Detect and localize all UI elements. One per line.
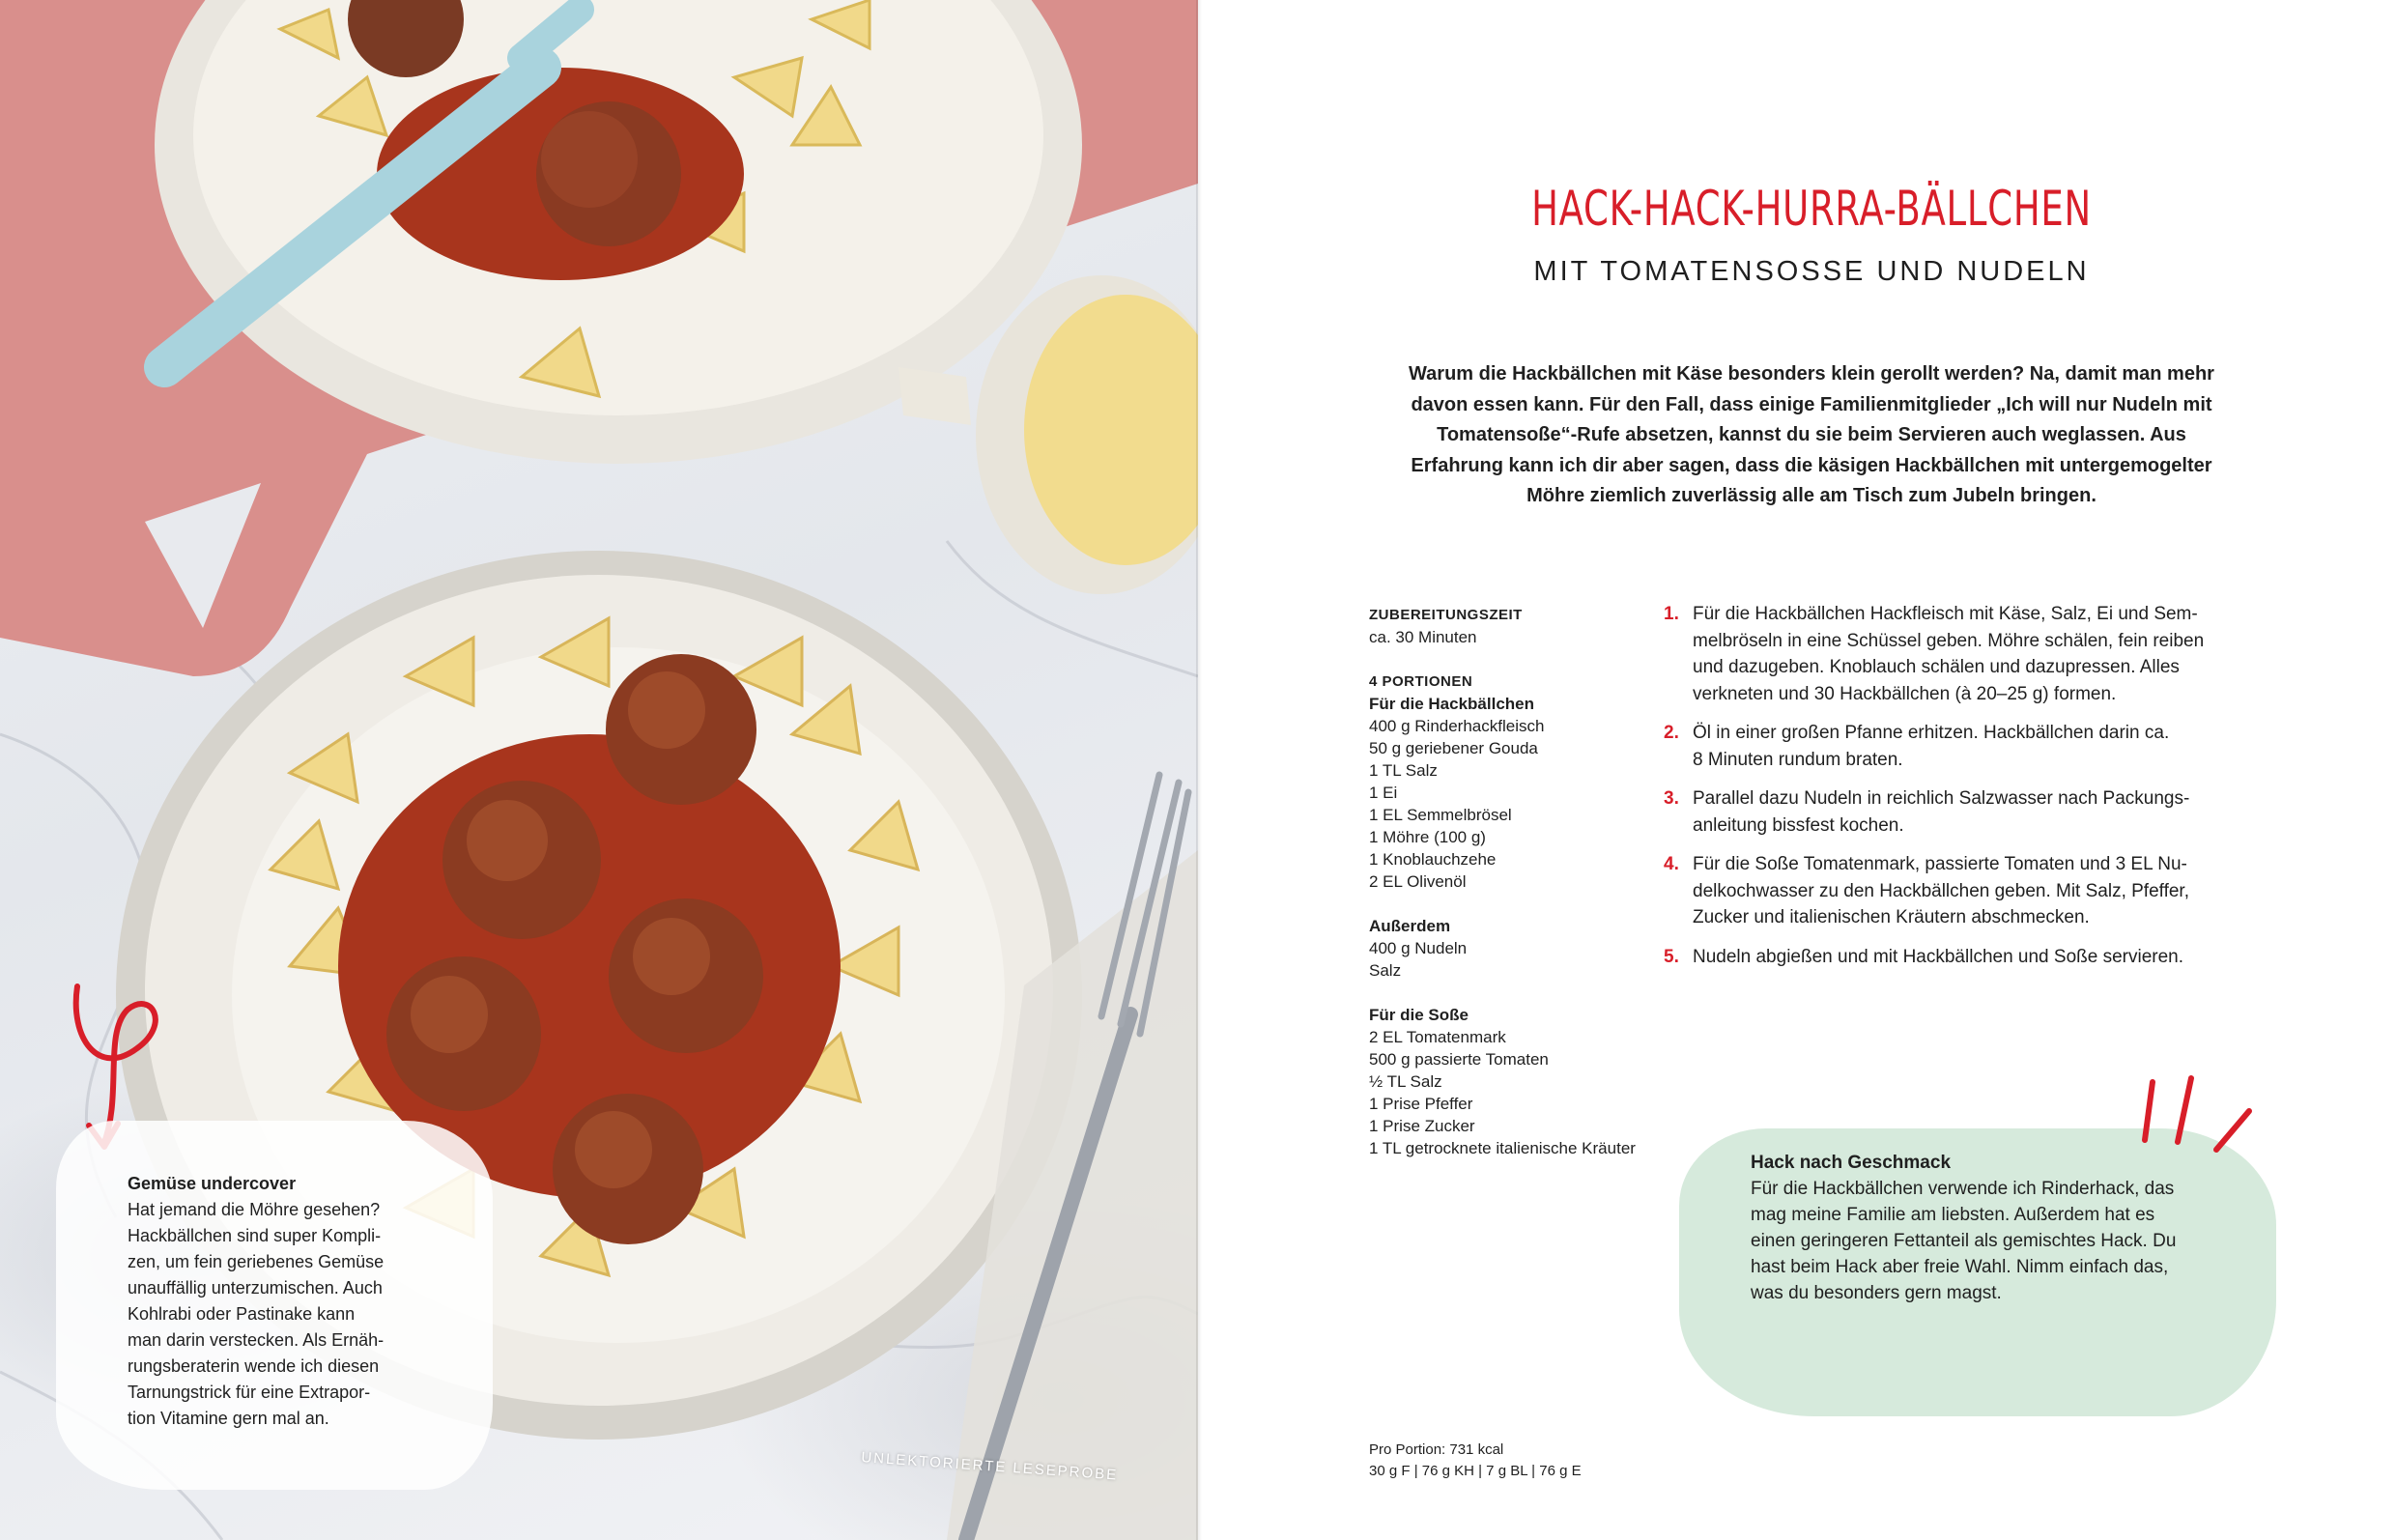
step-text: Nudeln abgießen und mit Hackbällchen und Soße servieren. [1693,946,2184,967]
recipe-title: HACK-HACK-HURRA-BÄLLCHEN [1531,181,2092,237]
step-item [1664,720,2263,773]
preparation-steps [1664,601,2263,983]
prep-time-label: ZUBEREITUNGSZEIT [1369,607,1523,623]
ingredient-item: ½ TL Salz [1369,1072,1442,1091]
page-gutter [1196,0,1202,1540]
ingredient-item: 1 Ei [1369,784,1398,802]
nutrition-macros: 30 g F | 76 g KH | 7 g BL | 76 g E [1369,1463,1582,1479]
tip-right-text: Für die Hackbällchen verwende ich Rinderhack, das mag meine Familie am liebsten. Außerdem hat es einen geringeren Fettanteil als gemischtes Hack. Du hast beim Hack aber freie Wahl. Nimm einfach das, was du besonders gern magst. [1751,1179,2177,1303]
recipe-intro: Warum die Hackbällchen mit Käse besonders klein gerollt werden? Na, damit man mehr davon essen kann. Für den Fall, dass einige Familienmitglieder „Ich will nur Nudeln mit Tomatensoße“-Rufe absetzen, kannst du sie beim Servieren auch weglassen. Aus Erfahrung kann ich dir aber sagen, dass die käsigen Hackbällchen mit untergemogelter Möhre ziemlich zuverlässig alle am Tisch zum Jubeln bringen. [1409,363,2214,506]
ingredient-item: 1 TL getrocknete italienische Kräuter [1369,1139,1636,1157]
ingredient-item: 1 Möhre (100 g) [1369,828,1486,846]
tip-right-title: Hack nach Geschmack [1751,1153,1952,1173]
step-text: Für die Hackbällchen Hackfleisch mit Käse, Salz, Ei und Sem- melbröseln in eine Schüssel geben. Möhre schälen, fein reiben und dazugeben. Knoblauch schälen und dazupressen. Alles verkneten und 30 Hackbällchen (à 20–25 g) formen. [1693,604,2205,704]
ingredient-item: 50 g geriebener Gouda [1369,739,1538,757]
nutrition-info [1369,1440,1755,1482]
ingredient-group-title: Für die Hackbällchen [1369,695,1534,713]
ingredient-group [1369,693,1659,893]
step-item [1664,785,2263,839]
ingredient-group-title: Außerdem [1369,917,1451,935]
step-text: Für die Soße Tomatenmark, passierte Tomaten und 3 EL Nu- delkochwasser zu den Hackbällchen geben. Mit Salz, Pfeffer, Zucker und italienischen Kräutern abschmecken. [1693,854,2189,927]
ingredient-item: 400 g Nudeln [1369,939,1468,957]
step-item [1664,851,2263,931]
step-number: 5. [1664,946,1679,967]
proof-stamp: UNLEKTORIERTE LESEPROBE [860,1449,1119,1484]
ingredient-item: 1 Knoblauchzehe [1369,850,1497,869]
ingredient-item: 1 TL Salz [1369,761,1438,780]
tip-left-text: Hat jemand die Möhre gesehen? Hackbällchen sind super Kompli- zen, um fein geriebenes Gemüse unauffällig unterzumischen. Auch Kohlrabi oder Pastinake kann man darin verstecken. Als Ernäh- rungsberaterin wende ich diesen Tarnungstrick für eine Extrapor- tion Vitamine gern mal an. [128,1200,385,1428]
ingredient-group-title: Für die Soße [1369,1006,1469,1024]
ingredient-group [1369,915,1659,982]
step-text: Parallel dazu Nudeln in reichlich Salzwasser nach Packungs- anleitung bissfest kochen. [1693,788,2190,836]
prep-time-value: ca. 30 Minuten [1369,628,1477,646]
step-number: 2. [1664,723,1679,743]
step-number: 3. [1664,788,1679,809]
ingredient-item: 2 EL Tomatenmark [1369,1028,1506,1046]
accent-strokes-icon [2135,1072,2261,1159]
ingredient-item: 500 g passierte Tomaten [1369,1050,1549,1069]
step-number: 4. [1664,854,1679,874]
step-item [1664,944,2263,971]
ingredient-group [1369,1004,1659,1159]
step-item [1664,601,2263,707]
ingredient-item: 1 Prise Pfeffer [1369,1095,1473,1113]
portions-label: 4 PORTIONEN [1369,673,1473,690]
ingredient-item: 1 Prise Zucker [1369,1117,1475,1135]
ingredients-column [1369,604,1659,1182]
nutrition-kcal: Pro Portion: 731 kcal [1369,1441,1504,1458]
ingredient-item: 400 g Rinderhackfleisch [1369,717,1545,735]
ingredient-item: Salz [1369,961,1402,980]
tip-left-title: Gemüse undercover [128,1174,297,1193]
recipe-subtitle: MIT TOMATENSOSSE UND NUDELN [1533,256,2090,287]
step-text: Öl in einer großen Pfanne erhitzen. Hackbällchen darin ca. 8 Minuten rundum braten. [1693,723,2170,770]
ingredient-item: 2 EL Olivenöl [1369,872,1467,891]
ingredient-item: 1 EL Semmelbrösel [1369,806,1512,824]
step-number: 1. [1664,604,1679,624]
